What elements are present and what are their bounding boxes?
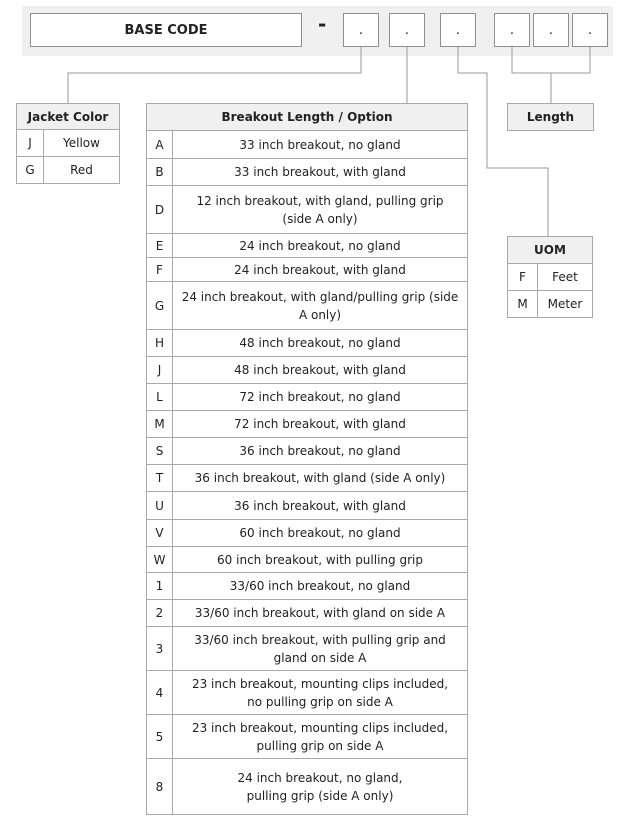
breakout-code: 1 <box>147 573 173 600</box>
breakout-desc: 72 inch breakout, no gland <box>173 384 468 411</box>
table-row <box>147 330 468 357</box>
breakout-desc: 24 inch breakout, no gland, pulling grip (side A only) <box>173 759 468 815</box>
table-row <box>147 282 468 330</box>
jacket-color-table <box>16 103 120 184</box>
breakout-code: G <box>147 282 173 330</box>
breakout-code: H <box>147 330 173 357</box>
table-row <box>147 186 468 234</box>
breakout-code: 8 <box>147 759 173 815</box>
breakout-desc: 24 inch breakout, with gland <box>173 258 468 282</box>
length-box <box>507 103 594 131</box>
slot-dot: . <box>455 22 461 38</box>
table-row <box>147 671 468 715</box>
table-row <box>147 715 468 759</box>
breakout-desc: 24 inch breakout, no gland <box>173 234 468 258</box>
breakout-code: J <box>147 357 173 384</box>
table-row <box>147 258 468 282</box>
jacket-code: G <box>17 157 44 184</box>
jacket-label: Yellow <box>44 130 120 157</box>
table-row <box>147 384 468 411</box>
breakout-code: F <box>147 258 173 282</box>
breakout-code: 5 <box>147 715 173 759</box>
breakout-code: 3 <box>147 627 173 671</box>
breakout-code: L <box>147 384 173 411</box>
slot-length-1 <box>494 13 530 47</box>
slot-jacket-color <box>343 13 379 47</box>
breakout-code: 2 <box>147 600 173 627</box>
table-row <box>147 520 468 547</box>
table-row <box>147 600 468 627</box>
breakout-desc: 33/60 inch breakout, with pulling grip and gland on side A <box>173 627 468 671</box>
breakout-code: V <box>147 520 173 547</box>
breakout-desc: 33/60 inch breakout, no gland <box>173 573 468 600</box>
code-dash: - <box>318 12 327 36</box>
slot-dot: . <box>548 22 554 38</box>
breakout-desc: 33 inch breakout, no gland <box>173 131 468 159</box>
table-row <box>147 234 468 258</box>
breakout-code: E <box>147 234 173 258</box>
slot-uom <box>440 13 476 47</box>
slot-dot: . <box>358 22 364 38</box>
breakout-desc: 12 inch breakout, with gland, pulling grip (side A only) <box>173 186 468 234</box>
slot-dot: . <box>404 22 410 38</box>
breakout-desc: 36 inch breakout, with gland <box>173 492 468 520</box>
base-code-label: BASE CODE <box>124 22 208 38</box>
breakout-desc: 24 inch breakout, with gland/pulling grip (side A only) <box>173 282 468 330</box>
table-row <box>17 157 120 184</box>
table-row <box>508 264 593 291</box>
breakout-desc: 36 inch breakout, no gland <box>173 438 468 465</box>
breakout-desc: 23 inch breakout, mounting clips included, no pulling grip on side A <box>173 671 468 715</box>
uom-code: M <box>508 291 538 318</box>
breakout-desc: 36 inch breakout, with gland (side A only) <box>173 465 468 492</box>
table-row <box>147 131 468 159</box>
table-row <box>147 438 468 465</box>
table-row <box>147 357 468 384</box>
uom-code: F <box>508 264 538 291</box>
uom-table <box>507 236 593 318</box>
table-row <box>147 627 468 671</box>
breakout-code: M <box>147 411 173 438</box>
table-row <box>508 291 593 318</box>
breakout-code: S <box>147 438 173 465</box>
breakout-desc: 48 inch breakout, no gland <box>173 330 468 357</box>
uom-label: Feet <box>538 264 593 291</box>
breakout-table <box>146 103 468 815</box>
breakout-code: B <box>147 159 173 186</box>
connector-uom <box>458 47 548 236</box>
table-row <box>147 159 468 186</box>
table-row <box>147 492 468 520</box>
uom-title: UOM <box>508 237 593 264</box>
uom-label: Meter <box>538 291 593 318</box>
breakout-desc: 23 inch breakout, mounting clips included, pulling grip on side A <box>173 715 468 759</box>
table-row <box>147 547 468 573</box>
length-title: Length <box>526 110 575 124</box>
breakout-desc: 60 inch breakout, with pulling grip <box>173 547 468 573</box>
breakout-code: U <box>147 492 173 520</box>
breakout-desc: 33 inch breakout, with gland <box>173 159 468 186</box>
table-row <box>147 411 468 438</box>
slot-dot: . <box>509 22 515 38</box>
table-row <box>147 573 468 600</box>
slot-breakout <box>389 13 425 47</box>
breakout-desc: 60 inch breakout, no gland <box>173 520 468 547</box>
breakout-desc: 33/60 inch breakout, with gland on side A <box>173 600 468 627</box>
breakout-desc: 72 inch breakout, with gland <box>173 411 468 438</box>
jacket-code: J <box>17 130 44 157</box>
base-code-box <box>30 13 302 47</box>
breakout-title: Breakout Length / Option <box>147 104 468 131</box>
jacket-label: Red <box>44 157 120 184</box>
slot-length-2 <box>533 13 569 47</box>
jacket-color-title: Jacket Color <box>17 104 120 130</box>
breakout-code: D <box>147 186 173 234</box>
slot-dot: . <box>587 22 593 38</box>
breakout-code: T <box>147 465 173 492</box>
breakout-desc: 48 inch breakout, with gland <box>173 357 468 384</box>
breakout-code: 4 <box>147 671 173 715</box>
table-row <box>147 759 468 815</box>
breakout-code: W <box>147 547 173 573</box>
table-row <box>147 465 468 492</box>
breakout-code: A <box>147 131 173 159</box>
table-row <box>17 130 120 157</box>
slot-length-3 <box>572 13 608 47</box>
